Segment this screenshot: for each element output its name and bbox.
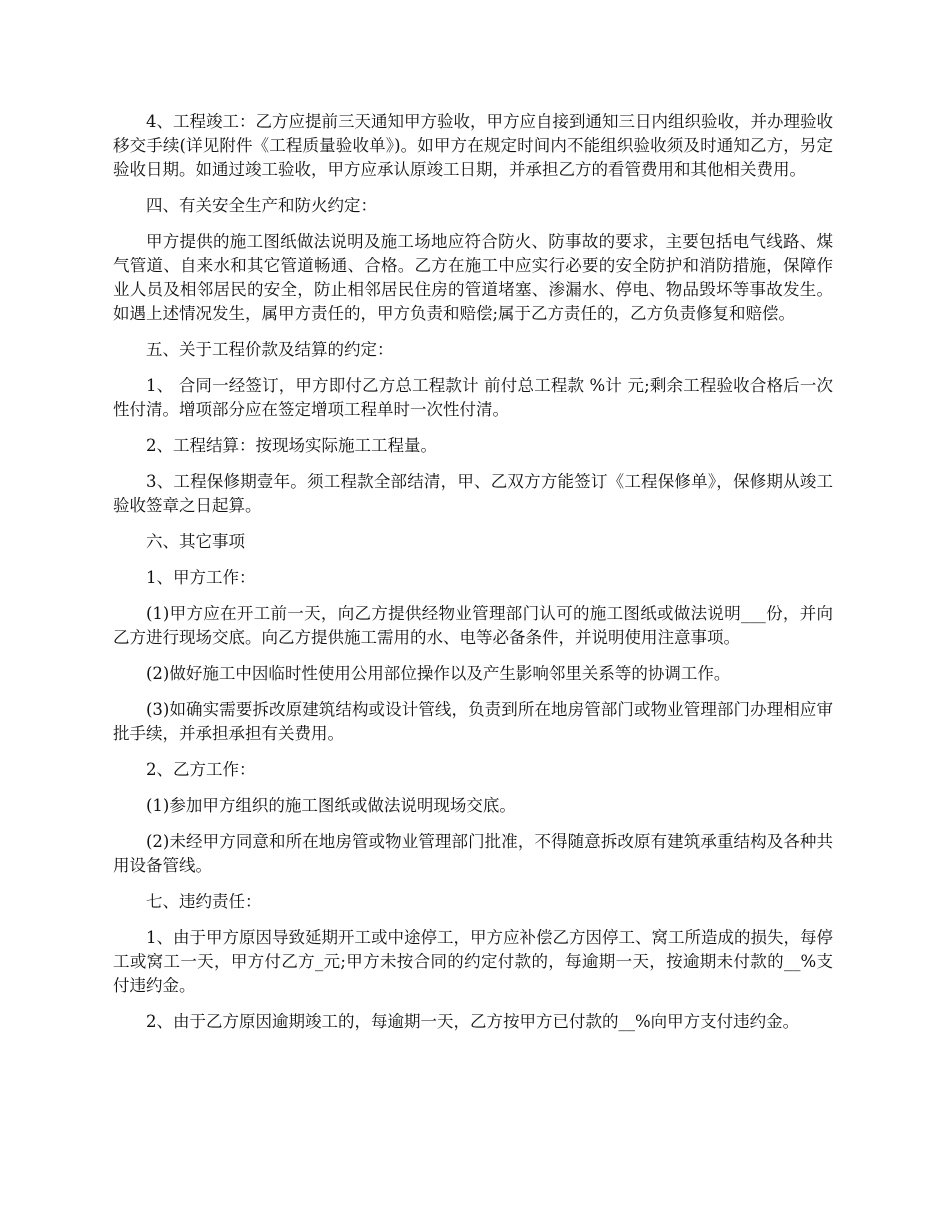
paragraph-breach-party-b: 2、由于乙方原因逾期竣工的，每逾期一天，乙方按甲方已付款的__%向甲方支付违约金。 (146, 1012, 800, 1031)
paragraph-breach-party-a: 1、由于甲方原因导致延期开工或中途停工，甲方应补偿乙方因停工、窝工所造成的损失，每停工或窝工一天，甲方付乙方_元;甲方未按合同的约定付款的，每逾期一天，按逾期未付款的__%支付违约金。 (113, 928, 833, 995)
paragraph-party-a-work-2: (2)做好施工中因临时性使用公用部位操作以及产生影响邻里关系等的协调工作。 (146, 664, 731, 683)
paragraph-safety-fire: 甲方提供的施工图纸做法说明及施工场地应符合防火、防事故的要求，主要包括电气线路、煤气管道、自来水和其它管道畅通、合格。乙方在施工中应实行必要的安全防护和消防措施，保障作业人员及相邻居民的安全，防止相邻居民住房的管道堵塞、渗漏水、停电、物品毁坏等事故发生。如遇上述情况发生，属甲方责任的，甲方负责和赔偿;属于乙方责任的，乙方负责修复和赔偿。 (113, 232, 833, 323)
section-heading-breach: 七、违约责任： (146, 892, 262, 911)
paragraph-party-a-work-3: (3)如确实需要拆改原建筑结构或设计管线，负责到所在地房管部门或物业管理部门办理相应审批手续，并承担承担有关费用。 (113, 700, 833, 743)
subheading-party-b-work: 2、乙方工作： (146, 760, 256, 779)
paragraph-party-a-work-1: (1)甲方应在开工前一天，向乙方提供经物业管理部门认可的施工图纸或做法说明___份，并向乙方进行现场交底。向乙方提供施工需用的水、电等必备条件，并说明使用注意事项。 (113, 604, 833, 647)
document-body (113, 110, 833, 1046)
section-heading-price-settlement: 五、关于工程价款及结算的约定： (146, 340, 394, 359)
section-heading-other-matters: 六、其它事项 (146, 532, 245, 551)
paragraph-party-b-work-2: (2)未经甲方同意和所在地房管或物业管理部门批准，不得随意拆改原有建筑承重结构及各种共用设备管线。 (113, 832, 833, 875)
paragraph-payment-terms: 1、 合同一经签订，甲方即付乙方总工程款计 前付总工程款 %计 元;剩余工程验收合格后一次性付清。增项部分应在签定增项工程单时一次性付清。 (113, 376, 833, 419)
subheading-party-a-work: 1、甲方工作： (146, 568, 256, 587)
paragraph-party-b-work-1: (1)参加甲方组织的施工图纸或做法说明现场交底。 (146, 796, 516, 815)
section-heading-safety-fire: 四、有关安全生产和防火约定： (146, 196, 377, 215)
paragraph-completion-acceptance: 4、工程竣工：乙方应提前三天通知甲方验收，甲方应自接到通知三日内组织验收，并办理验收移交手续(详见附件《工程质量验收单》)。如甲方在规定时间内不能组织验收须及时通知乙方，另定验收日期。如通过竣工验收，甲方应承认原竣工日期，并承担乙方的看管费用和其他相关费用。 (113, 112, 833, 179)
paragraph-warranty: 3、工程保修期壹年。须工程款全部结清，甲、乙双方方能签订《工程保修单》，保修期从竣工验收签章之日起算。 (113, 472, 833, 515)
paragraph-settlement: 2、工程结算：按现场实际施工工程量。 (146, 436, 437, 455)
